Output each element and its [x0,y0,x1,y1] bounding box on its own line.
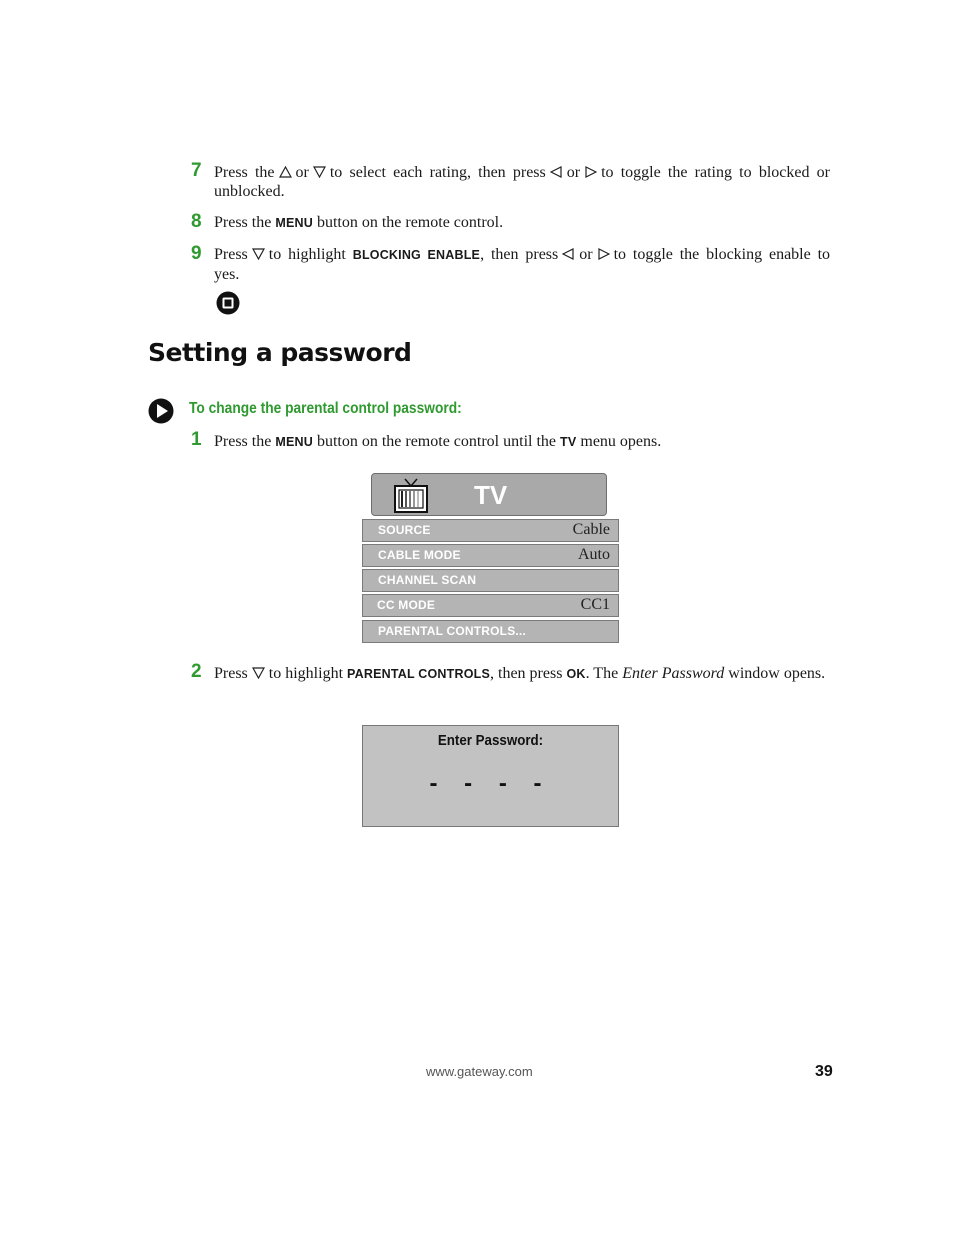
text-run: to highlight [268,246,346,263]
step-text [214,163,830,201]
menu-item-value: Cable [572,521,610,538]
text-run: menu opens. [580,433,662,450]
text-run: Press [214,246,248,263]
tv-menu-title: TV [474,480,508,510]
password-placeholder-dashes: - - - - [429,770,552,797]
text-run: Press the [214,214,272,231]
step-number: 9 [191,243,202,264]
option-name: BLOCKING ENABLE [352,248,481,262]
step-text [214,432,830,452]
page-number: 39 [815,1063,833,1080]
button-name: MENU [275,435,313,449]
left-triangle-icon [550,166,563,178]
step-text [214,664,830,684]
text-run: Press the [214,433,272,450]
right-triangle-icon [597,248,610,260]
text-run: or [566,164,581,181]
menu-item-label: CC MODE [377,598,436,612]
text-run: . The [585,665,619,682]
text-run: to toggle the blocking enable to yes. [214,246,831,283]
button-name: OK [566,667,586,681]
text-run: Press [214,665,248,682]
password-label: Enter Password: [437,733,544,749]
text-run: , then press [480,246,559,263]
text-run: or [295,164,309,181]
text-run: to toggle the rating to blocked or unblocked. [214,164,831,200]
up-triangle-icon [279,166,292,178]
right-triangle-icon [584,166,597,178]
menu-item-label: PARENTAL CONTROLS... [378,624,526,638]
window-name: Enter Password [622,665,725,682]
step-text [214,213,830,233]
down-triangle-icon [313,166,326,178]
menu-name: TV [560,435,577,449]
text-run: Press the [214,164,275,181]
section-title: Setting a password [148,338,412,367]
menu-item-channel-scan [362,569,619,592]
step-number: 2 [191,661,202,682]
step-number: 7 [191,160,202,181]
text-run: to highlight [268,665,344,682]
menu-item-parental-controls [362,620,619,643]
menu-item-label: CHANNEL SCAN [378,573,477,587]
menu-item-label: CABLE MODE [378,548,461,562]
stop-icon [216,291,240,315]
text-run: button on the remote control until the [316,433,556,450]
menu-item-cable-mode [362,544,619,567]
enter-password-window [362,725,619,827]
text-run: or [579,246,593,263]
tv-menu-header [371,473,607,516]
play-icon [148,398,174,424]
tv-icon [392,477,430,513]
text-run: button on the remote control. [316,214,504,231]
down-triangle-icon [252,667,265,679]
left-triangle-icon [562,248,575,260]
option-name: PARENTAL CONTROLS [347,667,490,681]
step-number: 8 [191,211,202,232]
down-triangle-icon [252,248,265,260]
button-name: MENU [275,216,313,230]
menu-item-cc-mode [362,594,619,617]
step-text [214,245,830,284]
menu-item-label: SOURCE [378,523,431,537]
menu-item-value: CC1 [580,596,610,613]
step-number: 1 [191,429,202,450]
menu-item-source [362,519,619,542]
text-run: to select each rating, then press [329,164,546,181]
footer-url: www.gateway.com [426,1064,533,1079]
text-run: , then press [490,665,563,682]
procedure-heading: To change the parental control password: [189,400,462,417]
menu-item-value: Auto [578,546,610,563]
text-run: window opens. [728,665,826,682]
